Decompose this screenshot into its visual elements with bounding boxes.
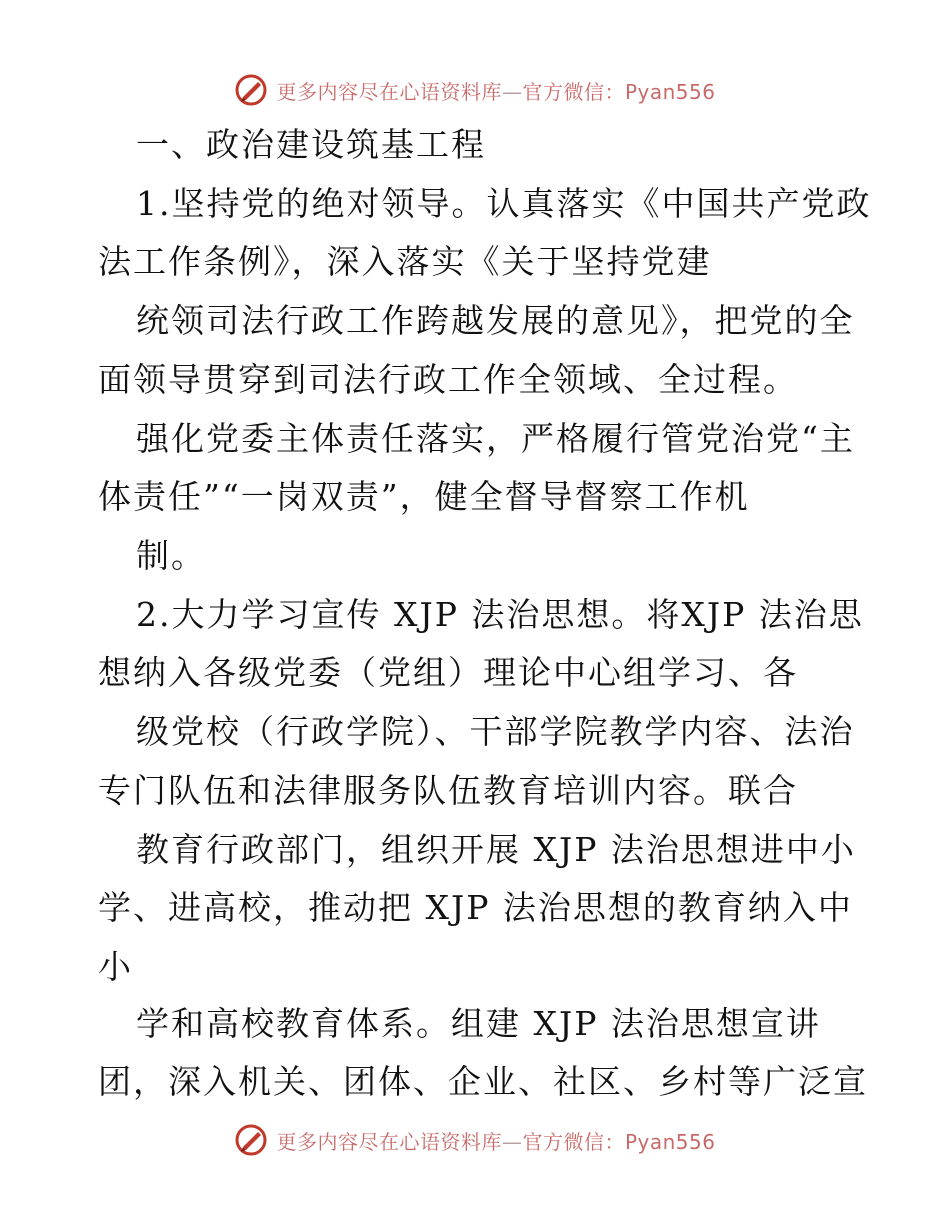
paragraph-line: 专门队伍和法律服务队伍教育培训内容。联合 — [98, 771, 798, 810]
paragraph-line: 强化党委主体责任落实，严格履行管党治党“主 — [136, 419, 855, 458]
paragraph-line: 小 — [98, 947, 133, 986]
paragraph-line: 想纳入各级党委（党组）理论中心组学习、各 — [98, 653, 798, 692]
pen-seal-logo-icon — [234, 1123, 268, 1157]
paragraph-line: 体责任”“一岗双责”，健全督导督察工作机 — [98, 477, 750, 516]
paragraph-line: 制。 — [136, 536, 206, 575]
paragraph-line: 级党校（行政学院）、干部学院教学内容、法治 — [136, 712, 855, 751]
paragraph-line: 团，深入机关、团体、企业、社区、乡村等广泛宣 — [98, 1062, 868, 1101]
paragraph-line: 学、进高校，推动把 XJP 法治思想的教育纳入中 — [98, 888, 853, 927]
paragraph-line: 1.坚持党的绝对领导。认真落实《中国共产党政 — [136, 184, 872, 223]
paragraph-line: 统领司法行政工作跨越发展的意见》，把党的全 — [136, 301, 855, 340]
watermark-text: 更多内容尽在心语资料库—官方微信：Pyan556 — [276, 79, 716, 104]
footer-watermark — [0, 1120, 950, 1160]
watermark-text: 更多内容尽在心语资料库—官方微信：Pyan556 — [276, 1129, 716, 1154]
paragraph-line: 面领导贯穿到司法行政工作全领域、全过程。 — [98, 360, 798, 399]
paragraph-line: 教育行政部门，组织开展 XJP 法治思想进中小 — [136, 830, 856, 869]
paragraph-line: 学和高校教育体系。组建 XJP 法治思想宣讲 — [136, 1004, 821, 1043]
section-heading: 一、政治建设筑基工程 — [136, 125, 486, 164]
paragraph-line: 法工作条例》，深入落实《关于坚持党建 — [98, 242, 712, 281]
paragraph-line: 2.大力学习宣传 XJP 法治思想。将XJP 法治思 — [136, 595, 864, 634]
